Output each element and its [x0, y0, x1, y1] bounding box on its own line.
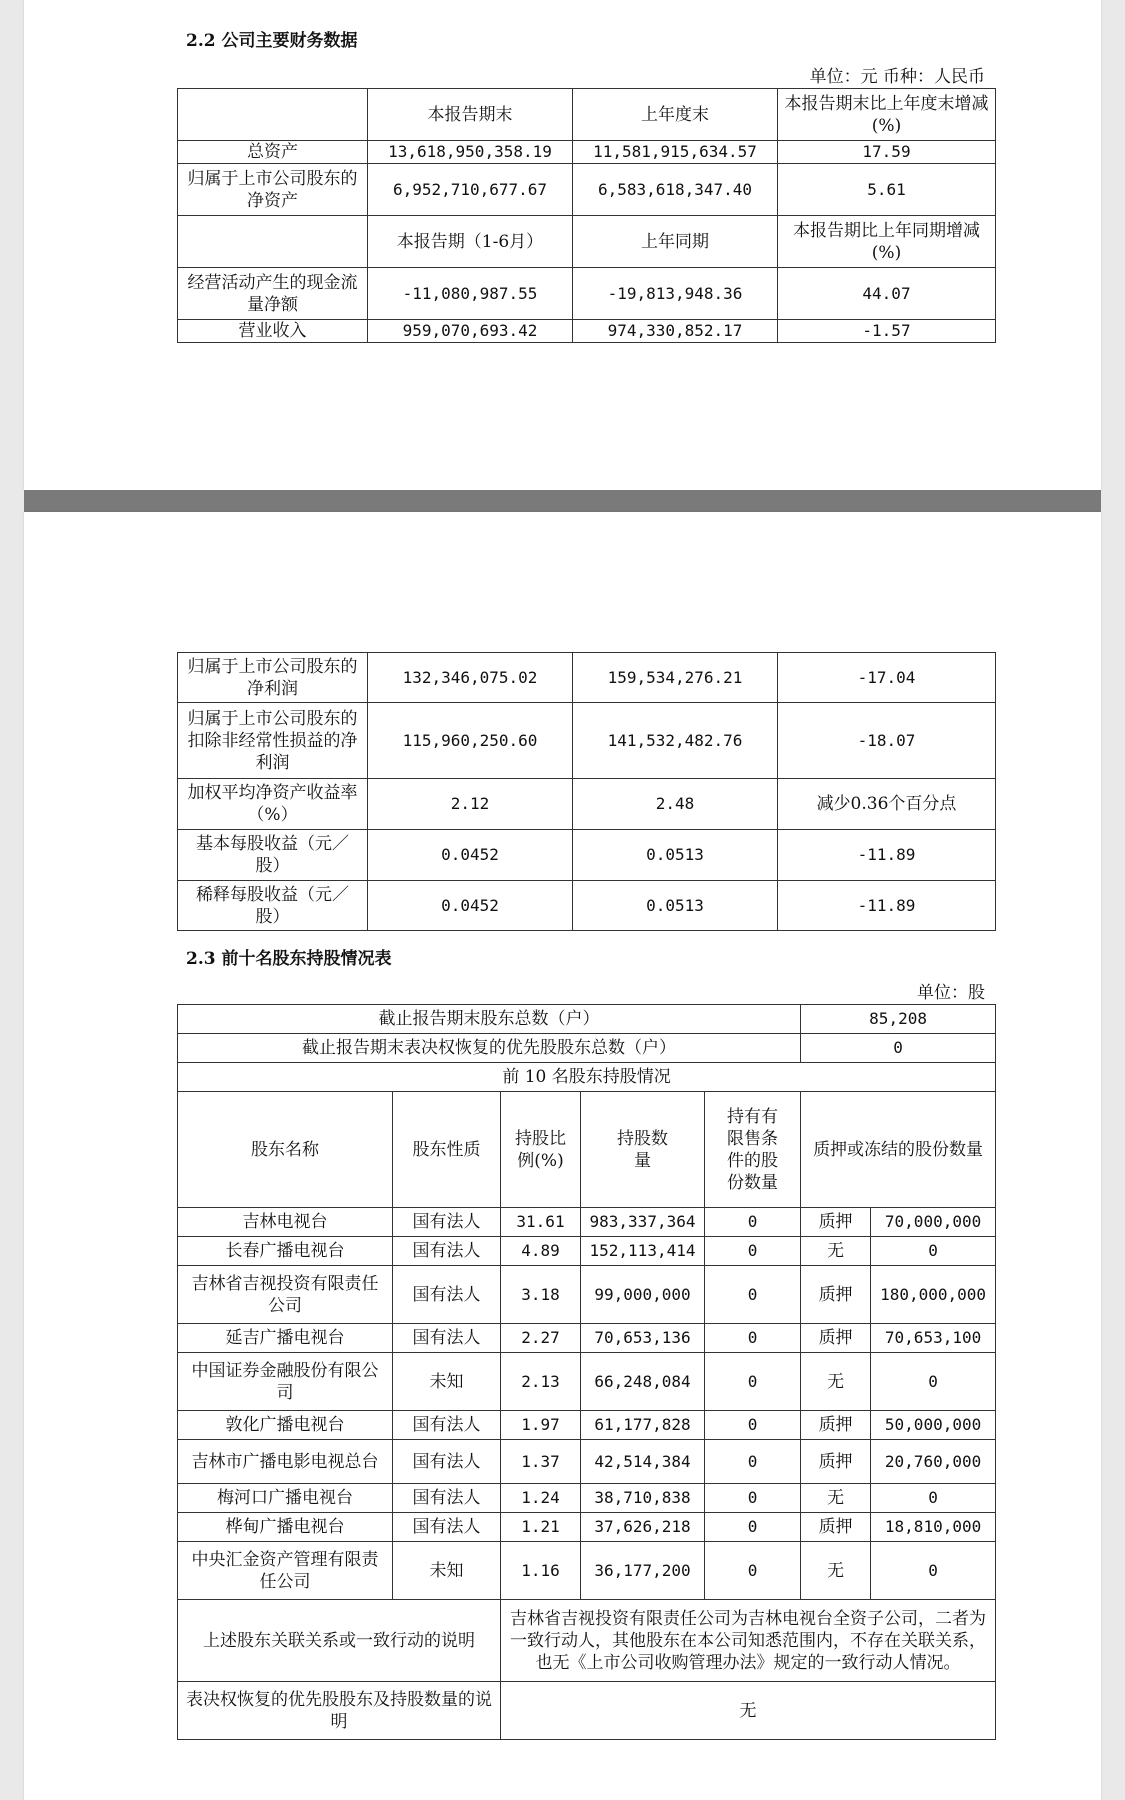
- row-label: 基本每股收益（元／股）: [178, 830, 368, 881]
- holder-nature: 国有法人: [393, 1208, 501, 1237]
- cell-value: 2.48: [573, 779, 778, 830]
- cell-value: 13,618,950,358.19: [368, 141, 573, 164]
- holder-name: 吉林电视台: [178, 1208, 393, 1237]
- holder-pledge-status: 质押: [801, 1266, 871, 1324]
- holder-ratio: 2.13: [501, 1353, 581, 1411]
- cell-value: -18.07: [778, 703, 996, 779]
- holder-nature: 国有法人: [393, 1484, 501, 1513]
- holder-qty: 70,653,136: [581, 1324, 705, 1353]
- cell-value: 6,583,618,347.40: [573, 164, 778, 216]
- holder-qty: 37,626,218: [581, 1513, 705, 1542]
- cell-value: 5.61: [778, 164, 996, 216]
- holder-pledged-qty: 0: [871, 1484, 996, 1513]
- holder-name: 吉林市广播电影电视总台: [178, 1440, 393, 1484]
- row-label: 归属于上市公司股东的净利润: [178, 653, 368, 703]
- holder-pledged-qty: 0: [871, 1353, 996, 1411]
- holder-ratio: 1.37: [501, 1440, 581, 1484]
- holder-nature: 国有法人: [393, 1324, 501, 1353]
- holder-ratio: 1.24: [501, 1484, 581, 1513]
- cell-value: 减少0.36个百分点: [778, 779, 996, 830]
- row-label: 归属于上市公司股东的净资产: [178, 164, 368, 216]
- holder-qty: 36,177,200: [581, 1542, 705, 1600]
- holder-nature: 国有法人: [393, 1440, 501, 1484]
- table-row: [178, 1513, 996, 1542]
- header-nature: 股东性质: [393, 1092, 501, 1208]
- holder-nature: 国有法人: [393, 1237, 501, 1266]
- table-row: [178, 1353, 996, 1411]
- holder-nature: 未知: [393, 1353, 501, 1411]
- header-prior-year-end: 上年度末: [573, 89, 778, 141]
- table-row: [178, 1484, 996, 1513]
- holders-body: [178, 1208, 996, 1600]
- unit-label: 单位：元 币种：人民币: [809, 67, 985, 87]
- holder-pledged-qty: 180,000,000: [871, 1266, 996, 1324]
- header-restricted: 持有有限售条件的股份数量: [705, 1092, 801, 1208]
- header-qty: 持股数量: [581, 1092, 705, 1208]
- cell-value: -11.89: [778, 830, 996, 881]
- section-title: 2.2 公司主要财务数据: [186, 31, 358, 51]
- holder-name: 中央汇金资产管理有限责任公司: [178, 1542, 393, 1600]
- holder-restricted: 0: [705, 1411, 801, 1440]
- row-label: 经营活动产生的现金流量净额: [178, 268, 368, 320]
- cell-value: 0.0452: [368, 830, 573, 881]
- page-separator: [24, 490, 1101, 512]
- cell-value: 2.12: [368, 779, 573, 830]
- holder-qty: 38,710,838: [581, 1484, 705, 1513]
- table-row: [178, 1440, 996, 1484]
- holder-nature: 未知: [393, 1542, 501, 1600]
- row-label: 归属于上市公司股东的扣除非经常性损益的净利润: [178, 703, 368, 779]
- holder-pledge-status: 质押: [801, 1411, 871, 1440]
- header-ratio: 持股比例(%): [501, 1092, 581, 1208]
- holder-ratio: 2.27: [501, 1324, 581, 1353]
- header-pledge: 质押或冻结的股份数量: [801, 1092, 996, 1208]
- pref-holders-value: 0: [801, 1034, 996, 1063]
- table-row: [178, 1411, 996, 1440]
- row-label: 稀释每股收益（元／股）: [178, 881, 368, 931]
- holder-qty: 99,000,000: [581, 1266, 705, 1324]
- cell-value: 6,952,710,677.67: [368, 164, 573, 216]
- cell-value: -19,813,948.36: [573, 268, 778, 320]
- holder-ratio: 1.97: [501, 1411, 581, 1440]
- financial-table-part1: [177, 88, 996, 343]
- header-period-end: 本报告期末: [368, 89, 573, 141]
- pref-holders-label: 截止报告期末表决权恢复的优先股股东总数（户）: [178, 1034, 801, 1063]
- row-label: 营业收入: [178, 320, 368, 343]
- header-change-pct: 本报告期末比上年度末增减(%): [778, 89, 996, 141]
- holder-restricted: 0: [705, 1440, 801, 1484]
- holder-name: 吉林省吉视投资有限责任公司: [178, 1266, 393, 1324]
- holder-restricted: 0: [705, 1353, 801, 1411]
- holder-pledge-status: 质押: [801, 1513, 871, 1542]
- holder-pledged-qty: 50,000,000: [871, 1411, 996, 1440]
- holder-name: 长春广播电视台: [178, 1237, 393, 1266]
- holder-pledge-status: 无: [801, 1353, 871, 1411]
- holder-qty: 152,113,414: [581, 1237, 705, 1266]
- relation-label: 上述股东关联关系或一致行动的说明: [178, 1600, 501, 1682]
- holder-pledged-qty: 0: [871, 1542, 996, 1600]
- holder-nature: 国有法人: [393, 1513, 501, 1542]
- cell-value: -17.04: [778, 653, 996, 703]
- table-row: [178, 1542, 996, 1600]
- holder-restricted: 0: [705, 1542, 801, 1600]
- holder-name: 梅河口广播电视台: [178, 1484, 393, 1513]
- shareholder-table: [177, 1004, 996, 1740]
- table-row: [178, 1324, 996, 1353]
- holder-pledge-status: 无: [801, 1237, 871, 1266]
- financial-table-part2: [177, 652, 996, 931]
- holder-name: 敦化广播电视台: [178, 1411, 393, 1440]
- cell-value: -11,080,987.55: [368, 268, 573, 320]
- holder-pledge-status: 质押: [801, 1440, 871, 1484]
- cell-value: 11,581,915,634.57: [573, 141, 778, 164]
- cell-value: 141,532,482.76: [573, 703, 778, 779]
- row-label: 加权平均净资产收益率（%）: [178, 779, 368, 830]
- table-row: [178, 1237, 996, 1266]
- cell-value: -1.57: [778, 320, 996, 343]
- holder-ratio: 3.18: [501, 1266, 581, 1324]
- table-row: [178, 1208, 996, 1237]
- cell-value: 974,330,852.17: [573, 320, 778, 343]
- cell-value: 959,070,693.42: [368, 320, 573, 343]
- pref-desc-value: 无: [501, 1682, 996, 1740]
- holder-restricted: 0: [705, 1513, 801, 1542]
- header-change-pct: 本报告期比上年同期增减(%): [778, 216, 996, 268]
- holder-restricted: 0: [705, 1324, 801, 1353]
- holder-pledge-status: 无: [801, 1542, 871, 1600]
- holder-restricted: 0: [705, 1237, 801, 1266]
- relation-text: 吉林省吉视投资有限责任公司为吉林电视台全资子公司，二者为一致行动人，其他股东在本公司知悉范围内，不存在关联关系，也无《上市公司收购管理办法》规定的一致行动人情况。: [501, 1600, 996, 1682]
- cell-value: 17.59: [778, 141, 996, 164]
- holder-ratio: 31.61: [501, 1208, 581, 1237]
- holder-name: 中国证券金融股份有限公司: [178, 1353, 393, 1411]
- total-holders-label: 截止报告期末股东总数（户）: [178, 1005, 801, 1034]
- holder-restricted: 0: [705, 1484, 801, 1513]
- holder-pledged-qty: 70,000,000: [871, 1208, 996, 1237]
- cell-value: 132,346,075.02: [368, 653, 573, 703]
- holder-nature: 国有法人: [393, 1411, 501, 1440]
- holder-name: 桦甸广播电视台: [178, 1513, 393, 1542]
- total-holders-value: 85,208: [801, 1005, 996, 1034]
- table-row: [178, 1266, 996, 1324]
- holder-pledge-status: 无: [801, 1484, 871, 1513]
- header-blank: [178, 216, 368, 268]
- holder-qty: 66,248,084: [581, 1353, 705, 1411]
- cell-value: 0.0452: [368, 881, 573, 931]
- holder-pledged-qty: 18,810,000: [871, 1513, 996, 1542]
- pref-desc-label: 表决权恢复的优先股股东及持股数量的说明: [178, 1682, 501, 1740]
- holder-qty: 42,514,384: [581, 1440, 705, 1484]
- cell-value: 0.0513: [573, 830, 778, 881]
- holder-pledge-status: 质押: [801, 1208, 871, 1237]
- holder-restricted: 0: [705, 1266, 801, 1324]
- holder-ratio: 1.21: [501, 1513, 581, 1542]
- cell-value: -11.89: [778, 881, 996, 931]
- section-title: 2.3 前十名股东持股情况表: [186, 949, 392, 969]
- cell-value: 44.07: [778, 268, 996, 320]
- holder-pledged-qty: 0: [871, 1237, 996, 1266]
- holder-qty: 61,177,828: [581, 1411, 705, 1440]
- holder-ratio: 1.16: [501, 1542, 581, 1600]
- cell-value: 0.0513: [573, 881, 778, 931]
- header-blank: [178, 89, 368, 141]
- unit-label: 单位：股: [917, 983, 985, 1003]
- holder-name: 延吉广播电视台: [178, 1324, 393, 1353]
- top10-title: 前 10 名股东持股情况: [178, 1063, 996, 1092]
- holder-pledged-qty: 20,760,000: [871, 1440, 996, 1484]
- holder-pledged-qty: 70,653,100: [871, 1324, 996, 1353]
- holder-pledge-status: 质押: [801, 1324, 871, 1353]
- holder-qty: 983,337,364: [581, 1208, 705, 1237]
- holder-ratio: 4.89: [501, 1237, 581, 1266]
- row-label: 总资产: [178, 141, 368, 164]
- header-name: 股东名称: [178, 1092, 393, 1208]
- header-period: 本报告期（1-6月）: [368, 216, 573, 268]
- holder-nature: 国有法人: [393, 1266, 501, 1324]
- cell-value: 159,534,276.21: [573, 653, 778, 703]
- holder-restricted: 0: [705, 1208, 801, 1237]
- header-prior-period: 上年同期: [573, 216, 778, 268]
- cell-value: 115,960,250.60: [368, 703, 573, 779]
